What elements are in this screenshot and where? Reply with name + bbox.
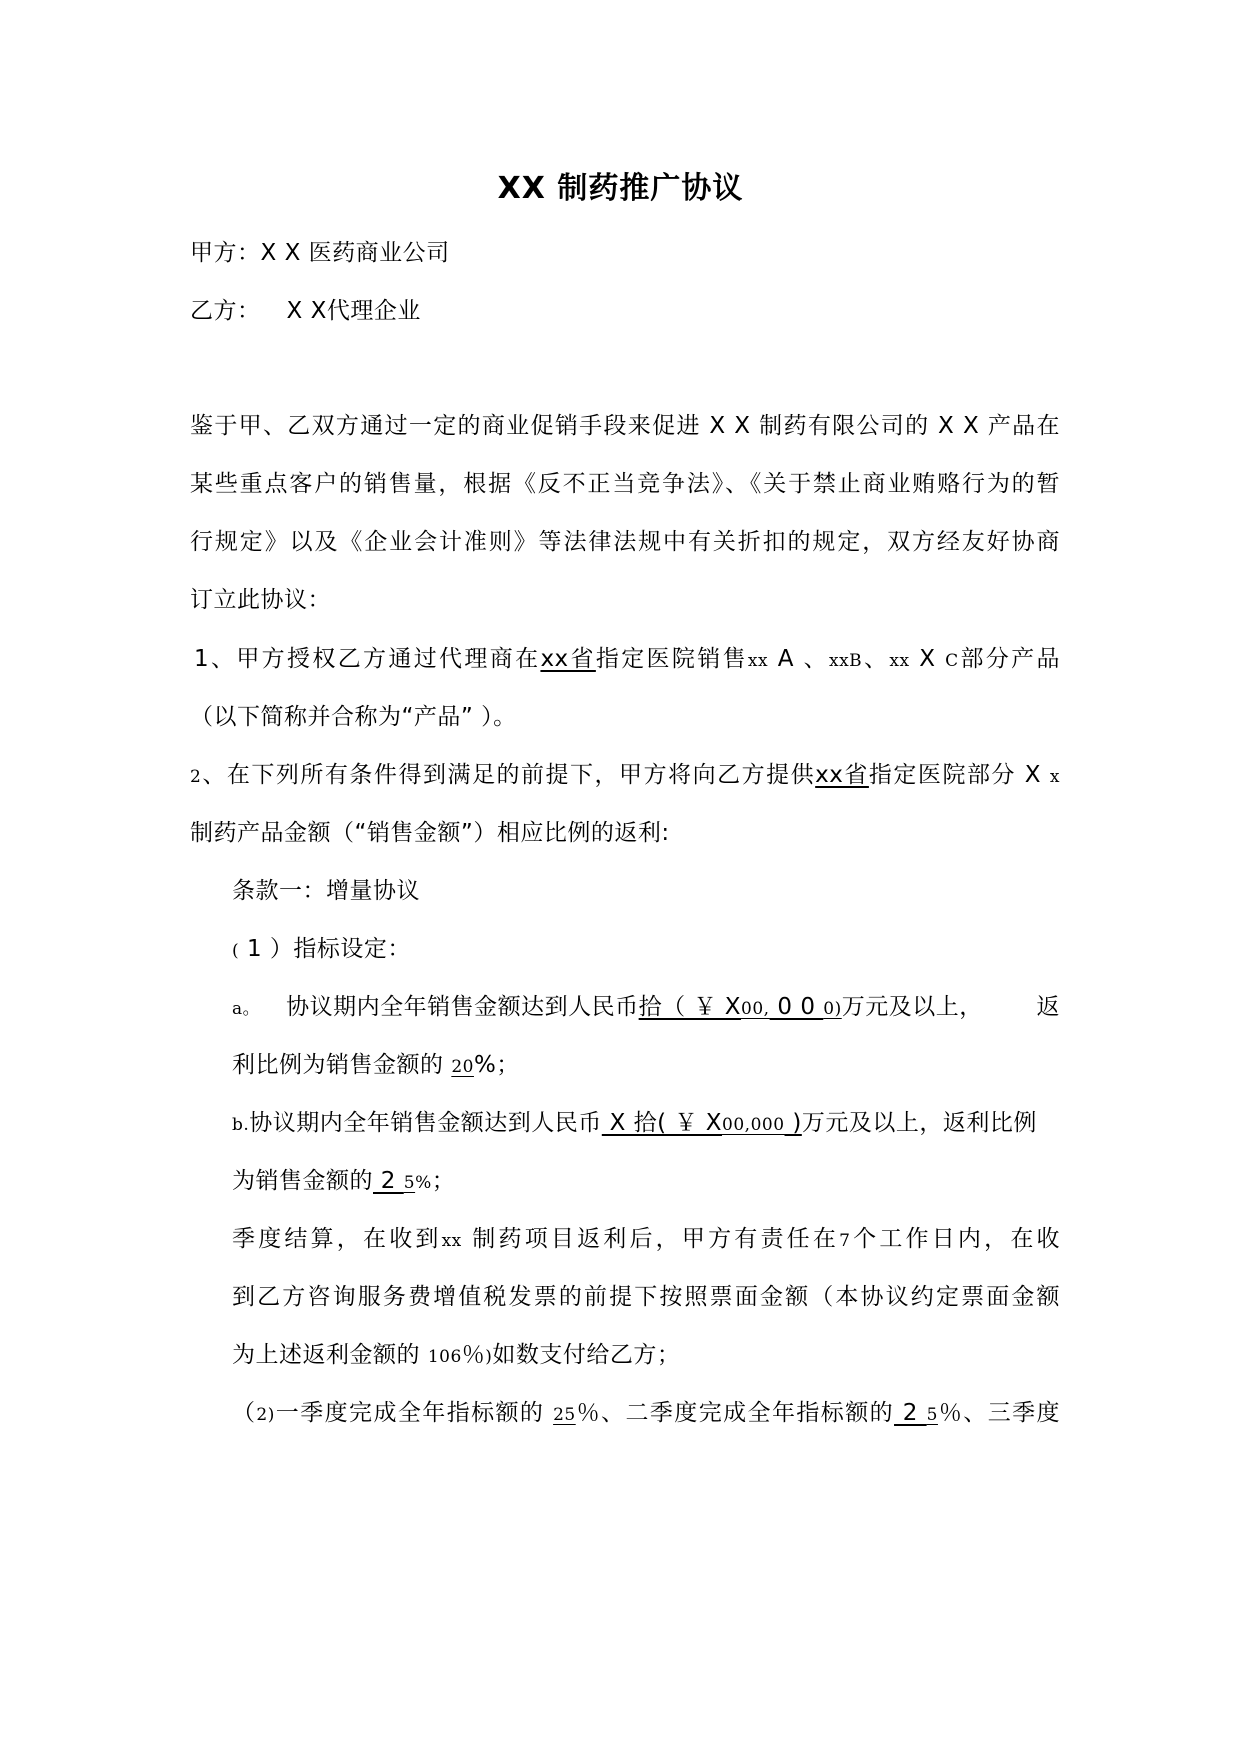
party-a-label: 甲方： <box>190 240 261 266</box>
sub-2-open: （ <box>232 1400 257 1426</box>
intro-line-2: 某些重点客户的销售量，根据《反不正当竞争法》、《关于禁止商业贿赂行为的暂 <box>190 471 1060 497</box>
term-1-sub-2-line-1 <box>232 1396 1060 1432</box>
settlement-text-b: xx <box>441 1231 462 1251</box>
clause-1-product-b: xxB <box>829 651 863 671</box>
intro-line-1: 鉴于甲、乙双方通过一定的商业促销手段来促进 X X 制药有限公司的 X X 产品在 <box>190 413 1060 439</box>
clause-1-text: 1、甲方授权乙方通过代理商在 <box>194 646 541 672</box>
clause-1-separator: 、 <box>862 646 890 672</box>
settlement-text-e: 个工作日内，在收 <box>850 1226 1061 1252</box>
sub-2-number: 2) <box>256 1405 275 1425</box>
party-b-line <box>190 294 1060 328</box>
clause-1-text-b: 指定医院销售 <box>595 646 748 672</box>
settlement-percent-value: 106 <box>427 1347 462 1367</box>
item-b-amount-3: ) <box>784 1110 802 1136</box>
party-b-value: X X代理企业 <box>286 298 421 324</box>
clause-2-text-c: x <box>1049 767 1060 787</box>
clause-2-text: 、在下列所有条件得到满足的前提下，甲方将向乙方提供 <box>201 762 816 788</box>
item-b-amount-1: X 拾( ￥ X <box>601 1110 723 1136</box>
item-b-rate-end: ； <box>431 1168 456 1194</box>
term-1-sub-1 <box>232 932 1060 968</box>
clause-2-line-1 <box>190 758 1060 794</box>
settlement-paren: ) <box>485 1347 493 1367</box>
item-a-amount-4: 0) <box>823 999 842 1019</box>
clause-1-text-end: 部分产品 <box>958 646 1061 672</box>
party-a-value: X X 医药商业公司 <box>260 240 450 266</box>
term-1-item-a-line-2 <box>232 1048 1060 1084</box>
item-b-rate-unit: % <box>415 1173 432 1193</box>
item-a-tail: 万元及以上， <box>841 994 983 1020</box>
item-a-amount-2: 00, <box>741 999 770 1019</box>
term-1-sub-1-paren: ( <box>232 941 240 961</box>
intro-line-3: 行规定》以及《企业会计准则》等法律法规中有关折扣的规定，双方经友好协商 <box>190 529 1060 555</box>
item-a-amount-1: 拾（ ￥ X <box>638 994 742 1020</box>
clause-2-line-2: 制药产品金额（“销售金额”）相应比例的返利: <box>190 820 670 846</box>
settlement-days: 7 <box>839 1231 851 1251</box>
intro-line-4: 订立此协议： <box>190 587 331 613</box>
item-a-rate-text: 利比例为销售金额的 <box>232 1052 452 1078</box>
settlement-text-3a: 为上述返利金额的 <box>232 1342 428 1368</box>
clause-1-product-c-prefix: xx <box>889 651 910 671</box>
sub-2-q1-value: 25 <box>553 1405 576 1425</box>
term-1-item-b-line-1 <box>232 1106 1060 1142</box>
item-a-label: a。 <box>232 999 261 1019</box>
item-a-text: 协议期内全年销售金额达到人民币 <box>286 994 639 1020</box>
clause-1-line-1 <box>194 642 1060 678</box>
clause-1-product-prefix: xx <box>747 651 769 671</box>
settlement-line-2: 到乙方咨询服务费增值税发票的前提下按照票面金额（本协议约定票面金额 <box>232 1284 1060 1310</box>
item-b-text: 协议期内全年销售金额达到人民币 <box>249 1110 602 1136</box>
clause-1-product-c: C <box>945 651 959 671</box>
sub-2-text-c: 一季度完成全年指标额的 <box>274 1400 554 1426</box>
sub-2-q2-value-1: 2 <box>894 1400 927 1426</box>
clause-1-line-2: （以下简称并合称为“产品” ）。 <box>190 704 517 730</box>
term-1-heading: 条款一：增量协议 <box>232 878 420 904</box>
item-a-rate-unit: %； <box>473 1052 520 1078</box>
clause-1-product-c-x: X <box>909 646 946 672</box>
sub-2-text-d: ％、二季度完成全年指标额的 <box>575 1400 895 1426</box>
party-b-label: 乙方： <box>190 298 261 324</box>
settlement-line-3 <box>232 1338 1060 1374</box>
term-1-item-a-line-1 <box>232 990 1060 1026</box>
sub-2-q2-value-2: 5 <box>926 1405 938 1425</box>
clause-1-product-a: A 、 <box>768 646 829 672</box>
settlement-text-c: 制药项目返利后，甲方有责任在 <box>461 1226 840 1252</box>
item-a-amount-3: 0 0 <box>769 994 824 1020</box>
item-b-tail: 万元及以上，返利比例 <box>801 1110 1037 1136</box>
item-b-rate-value-2: 5 <box>403 1173 416 1193</box>
term-1-item-b-line-2 <box>232 1164 1060 1200</box>
clause-1-province: xx省 <box>540 646 596 672</box>
clause-2-text-b: 指定医院部分 X <box>868 762 1050 788</box>
item-b-rate-text: 为销售金额的 <box>232 1168 373 1194</box>
sub-2-text-e: ％、三季度 <box>937 1400 1061 1426</box>
clause-2-province: xx省 <box>815 762 869 788</box>
item-a-rate-value: 20 <box>451 1057 474 1077</box>
document-title: XX 制药推广协议 <box>497 171 744 206</box>
item-b-rate-value-1: 2 <box>373 1168 404 1194</box>
term-1-sub-1-text: 1 ）指标设定： <box>239 936 411 962</box>
clause-2-number: 2 <box>190 767 202 787</box>
item-b-amount-2: 00,000 <box>722 1115 785 1135</box>
settlement-text-3e: 如数支付给乙方； <box>492 1342 681 1368</box>
item-b-label: b. <box>232 1115 250 1135</box>
party-a-line <box>190 236 1060 270</box>
settlement-text-a: 季度结算，在收到 <box>232 1226 442 1252</box>
item-a-tail-2: 返 <box>1036 994 1060 1020</box>
settlement-line-1 <box>232 1222 1060 1258</box>
settlement-percent-sign: ％ <box>461 1342 486 1368</box>
